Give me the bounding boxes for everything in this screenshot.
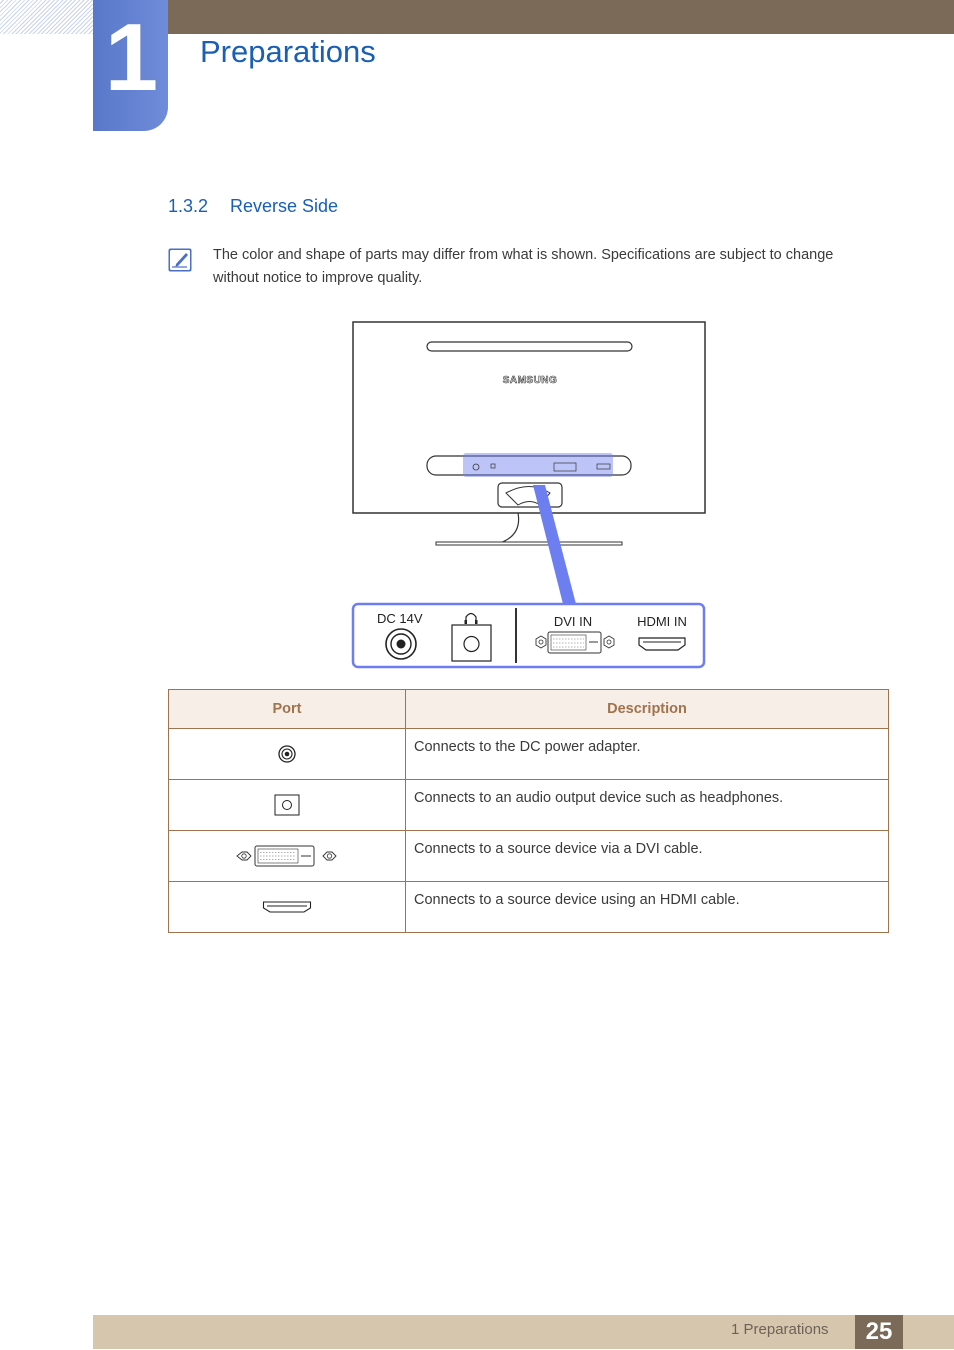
hdmi-port-icon: [639, 638, 685, 650]
table-row: [169, 729, 889, 780]
header-port: Port: [169, 690, 406, 729]
header-description: Description: [406, 690, 889, 729]
hdmi-label: HDMI IN: [637, 614, 687, 629]
port-cell: [169, 831, 406, 882]
dvi-port-icon: [235, 844, 339, 868]
description-cell: Connects to an audio output device such as headphones.: [406, 780, 889, 831]
table-row: [169, 831, 889, 882]
chapter-number: 1: [104, 4, 157, 111]
port-cell: [169, 729, 406, 780]
port-cell: [169, 780, 406, 831]
table-row: [169, 882, 889, 933]
description-cell: Connects to a source device via a DVI cable.: [406, 831, 889, 882]
hdmi-port-icon: [262, 899, 312, 915]
footer-chapter-text: 1 Preparations: [731, 1321, 829, 1338]
header-bar: [168, 0, 954, 34]
section-title: Reverse Side: [230, 196, 339, 216]
headphone-port-icon: [273, 793, 301, 817]
chapter-title: Preparations: [200, 34, 376, 69]
port-highlight: [463, 453, 613, 477]
note-pencil-icon: [168, 248, 192, 272]
brand-logo: SAMSUNG: [502, 375, 558, 386]
stand-base: [436, 542, 622, 545]
dc-label: DC 14V: [377, 611, 423, 626]
monitor-rear-figure: [340, 315, 720, 675]
header-hatch-pattern: [0, 0, 93, 34]
table-header-row: [169, 690, 889, 729]
dvi-label: DVI IN: [553, 614, 593, 629]
page-number: 25: [855, 1315, 903, 1349]
note-text: The color and shape of parts may differ from what is shown. Specifications are subject to change without notice to improve quality.: [213, 247, 834, 286]
section-number: 1.3.2: [168, 196, 209, 216]
description-cell: Connects to a source device using an HDMI cable.: [406, 882, 889, 933]
ports-table: [168, 689, 889, 933]
top-vent-slot: [427, 342, 632, 351]
dc-power-port-icon: [277, 744, 297, 764]
description-cell: Connects to the DC power adapter.: [406, 729, 889, 780]
table-row: [169, 780, 889, 831]
port-cell: [169, 882, 406, 933]
